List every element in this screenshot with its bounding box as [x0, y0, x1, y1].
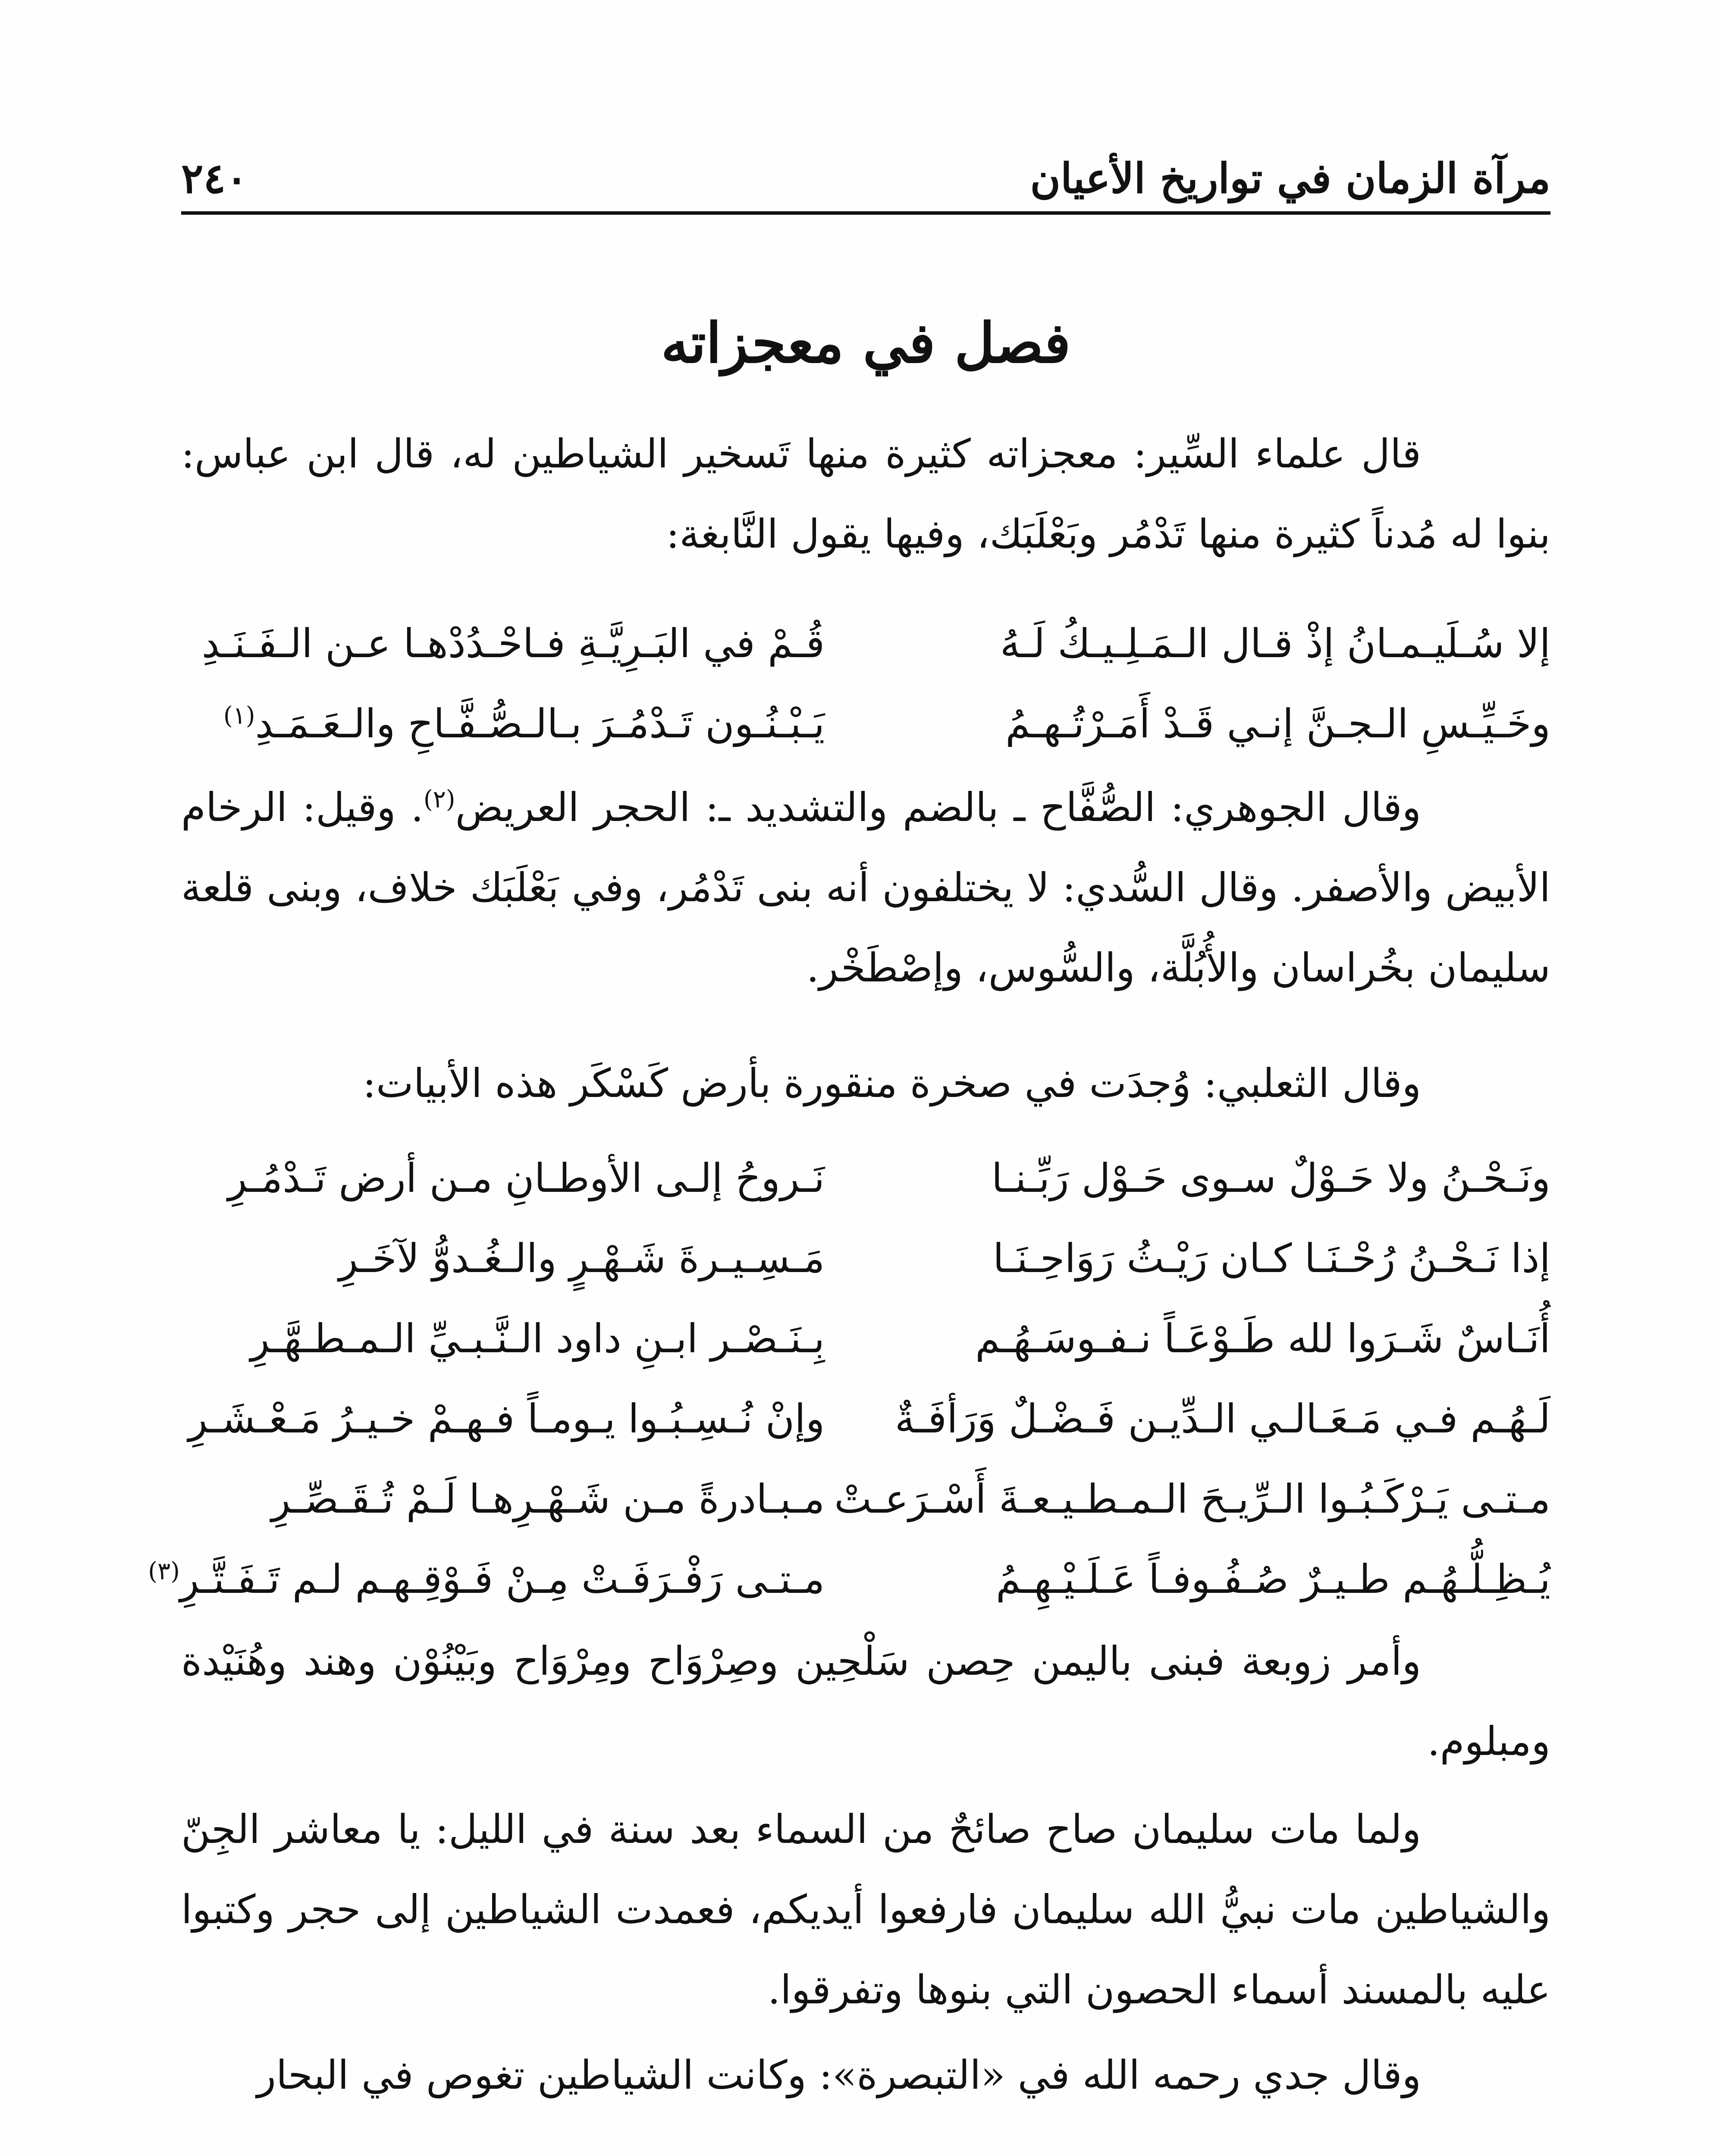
verse-second-hemistich [181, 684, 825, 764]
book-title: مرآة الزمان في تواريخ الأعيان [1030, 154, 1550, 203]
verse-line [181, 1459, 1550, 1539]
verse-first-hemistich: مـتـى يَـرْكَـبُـوا الـرِّيـحَ الـمـطـيـعـةَ أَسْـرَعـتْ [834, 1476, 1550, 1522]
verse-first-hemistich: وخَـيِّـسِ الـجـنَّ إنـي قَـدْ أَمَـرْتُـهـمُ [1005, 701, 1550, 747]
page-number: ٢٤٠ [181, 154, 248, 203]
verse-second-hemistich: وإنْ نُـسِـبُـوا يـومـاً فـهـمْ خـيـرُ مَـعْـشَـرِ [188, 1396, 825, 1442]
verse-first-hemistich: أُنَـاسٌ شَـرَوا لله طَـوْعَـاً نـفـوسَـهُـم [975, 1316, 1550, 1362]
paragraph-4-block [181, 1621, 1550, 1782]
verse-first-hemistich: إلا سُـلَيـمـانُ إذْ قـال الـمَـلِـيـكُ لَـهُ [1000, 620, 1550, 667]
paragraph-3-block [181, 1044, 1550, 1124]
verse-second-hemistich [181, 604, 825, 684]
paragraph-4: وأمر زوبعة فبنى باليمن حِصن سَلْحِين وصِرْوَاح ومِرْوَاح وبَيْنُوْن وهند وهُنَيْدة ومبلوم. [181, 1638, 1550, 1764]
verse-line [181, 1299, 1550, 1379]
paragraph-2 [181, 768, 1550, 1008]
paragraph-6-block [181, 2035, 1550, 2115]
paragraph-5-block [181, 1789, 1550, 2030]
paragraph-5: ولما مات سليمان صاح صائحٌ من السماء بعد سنة في الليل: يا معاشر الجِنّ والشياطين مات نبيُّ الله سليمان فارفعوا أيديكم، فعمدت الشياطين إلى حجر وكتبوا عليه بالمسند أسماء الحصون التي بنوها وتفرقوا. [181, 1806, 1550, 2013]
paragraph-1: قال علماء السِّير: معجزاته كثيرة منها تَسخير الشياطين له، قال ابن عباس: بنوا له مُدناً كثيرة منها تَدْمُر وبَعْلَبَك، وفيها يقول النَّابغة: [181, 431, 1550, 557]
verse-first-hemistich: لَـهُـم فـي مَـعَـالـي الـدِّيـن فَـضْـلٌ وَرَأفَـةٌ [894, 1396, 1550, 1442]
verse-second-hemistich: مَـسِـيـرةَ شَـهْـرٍ والـغُـدوُّ لآخَـرِ [339, 1235, 825, 1282]
verse-second-hemistich [148, 1539, 825, 1620]
verse-second-text: قُـمْ في البَـرِيَّـةِ فـاحْـدُدْهـا عـن الـفَـنَـدِ [201, 620, 825, 667]
paragraph-2-block [181, 768, 1550, 1008]
paragraph-2-rest: . وقيل: الرخام الأبيض والأصفر. وقال السُّدي: لا يختلفون أنه بنى تَدْمُر، وفي بَعْلَبَك خلاف، وبنى قلعة سليمان بخُراسان والأُبُلَّة، والسُّوس، وإصْطَخْر. [181, 784, 1550, 991]
paragraph-6: وقال جدي رحمه الله في «التبصرة»: وكانت الشياطين تغوص في البحار [257, 2052, 1421, 2098]
footnote-ref: (١) [223, 702, 255, 730]
footnote-ref: (٣) [148, 1557, 180, 1586]
verse-second-hemistich: نَـروحُ إلـى الأوطـانِ مـن أرض تَـدْمُـرِ [228, 1155, 825, 1201]
verse-second-hemistich: مـبـادرةً مـن شَـهْـرِهـا لَـمْ تُـقَـصِّـرِ [271, 1476, 825, 1522]
verse-line [181, 1379, 1550, 1459]
verse-line [181, 684, 1550, 764]
verse-line [181, 604, 1550, 684]
verse-line [148, 1539, 1550, 1620]
footnote-ref: (٢) [423, 785, 455, 814]
paragraph-3: وقال الثعلبي: وُجدَت في صخرة منقورة بأرض كَسْكَر هذه الأبيات: [363, 1060, 1421, 1106]
running-header [181, 142, 1550, 215]
verse-second-text: يَـبْـنُـون تَـدْمُـرَ بـالـصُّـفَّـاحِ والـعَـمَـدِ [255, 701, 825, 747]
verse-second-hemistich: بِـنَـصْـر ابـنِ داود الـنَّـبـيِّ الـمـطـهَّـرِ [250, 1316, 825, 1362]
verse-block-2 [148, 1138, 1550, 1620]
verse-first-hemistich: إذا نَـحْـنُ رُحْـنَـا كـان رَيْـثُ رَوَاحِـنَـا [993, 1235, 1550, 1282]
verse-line [181, 1219, 1550, 1299]
verse-first-hemistich: يُـظِـلُّـهُـم طـيـرٌ صُـفُـوفـاً عَـلَـيْـهِـمُ [996, 1556, 1550, 1602]
paragraph-1-block [181, 414, 1550, 574]
paragraph-2-text: وقال الجوهري: الصُّفَّاح ـ بالضم والتشديد ـ: الحجر العريض [455, 784, 1421, 830]
verse-second-text: مـتـى رَفْـرَفَـتْ مِـنْ فَـوْقِـهـم لـم تَـفَـتَّـرِ [180, 1556, 825, 1602]
section-title: فصل في معجزاته [661, 311, 1071, 376]
verse-first-hemistich: ونَـحْـنُ ولا حَـوْلٌ سـوى حَـوْل رَبِّـنـا [991, 1155, 1550, 1201]
verse-block-1 [181, 604, 1550, 764]
verse-line [181, 1138, 1550, 1219]
